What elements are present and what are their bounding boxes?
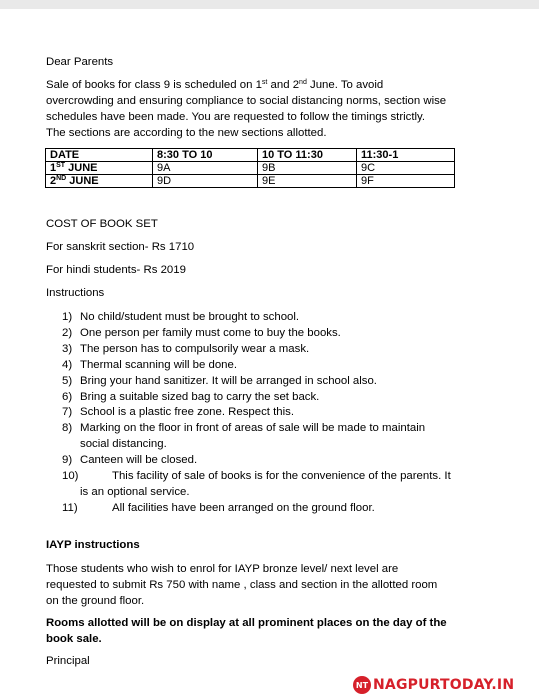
item-number: 9) [62, 454, 73, 467]
top-bar [0, 0, 539, 9]
cost-heading: COST OF BOOK SET [46, 218, 158, 230]
schedule-table [45, 148, 455, 188]
item-number: 11) [62, 501, 78, 514]
table-row [46, 162, 455, 175]
item-text-continued: is an optional service. [80, 485, 190, 498]
item-number: 7) [62, 406, 73, 419]
intro-line-3: schedules have been made. You are requested to follow the timings strictly. [46, 111, 426, 123]
iayp-heading: IAYP instructions [46, 539, 140, 551]
list-item [46, 469, 506, 501]
item-number: 5) [62, 374, 73, 387]
superscript: ND [56, 175, 67, 182]
rooms-line-2: book sale. [46, 633, 102, 645]
sanskrit-cost: For sanskrit section- Rs 1710 [46, 241, 195, 253]
superscript: ST [56, 162, 66, 169]
watermark-logo [353, 676, 514, 694]
list-item [46, 342, 506, 358]
superscript: nd [299, 79, 307, 86]
header-slot-3: 11:30-1 [357, 149, 455, 162]
list-item [46, 405, 506, 421]
header-date: DATE [46, 149, 153, 162]
item-text: Bring your hand sanitizer. It will be arranged in school also. [80, 374, 377, 387]
rooms-line-1: Rooms allotted will be on display at all prominent places on the day of the [46, 617, 447, 629]
item-number: 6) [62, 390, 73, 403]
item-text-continued: social distancing. [80, 438, 167, 451]
table-row [46, 175, 455, 188]
rooms-notice [46, 615, 447, 647]
date-month: JUNE [66, 175, 99, 187]
item-text: This facility of sale of books is for the convenience of the parents. It [112, 470, 451, 483]
iayp-line-3: on the ground floor. [46, 595, 145, 607]
date-number: 2 [50, 175, 57, 187]
item-text: One person per family must come to buy the books. [80, 326, 341, 339]
item-number: 2) [62, 326, 73, 339]
table-cell: 9B [258, 162, 357, 175]
row-date [46, 162, 153, 175]
list-item [46, 374, 506, 390]
item-text: Thermal scanning will be done. [80, 358, 238, 371]
list-item [46, 501, 506, 517]
intro-text: June. To avoid [306, 79, 384, 91]
salutation: Dear Parents [46, 56, 114, 68]
table-cell: 9C [357, 162, 455, 175]
table-cell: 9E [258, 175, 357, 188]
date-month: JUNE [65, 162, 98, 174]
watermark-text: NAGPURTODAY.IN [373, 677, 515, 693]
instructions-list [46, 310, 506, 517]
list-item [46, 390, 506, 406]
item-number: 10) [62, 470, 79, 483]
intro-line-4: The sections are according to the new sections allotted. [46, 127, 327, 139]
item-text: School is a plastic free zone. Respect this. [80, 406, 294, 419]
iayp-line-2: requested to submit Rs 750 with name , class and section in the allotted room [46, 579, 438, 591]
intro-line-2: overcrowding and ensuring compliance to social distancing norms, section wise [46, 95, 447, 107]
item-number: 3) [62, 342, 73, 355]
item-number: 8) [62, 422, 73, 435]
iayp-paragraph [46, 561, 437, 609]
superscript: st [261, 79, 268, 86]
iayp-line-1: Those students who wish to enrol for IAYP bronze level/ next level are [46, 563, 399, 575]
item-text: All facilities have been arranged on the ground floor. [112, 501, 375, 514]
header-slot-1: 8:30 TO 10 [153, 149, 258, 162]
header-slot-2: 10 TO 11:30 [258, 149, 357, 162]
intro-text: Sale of books for class 9 is scheduled on 1 [46, 79, 262, 91]
item-text: Marking on the floor in front of areas of sale will be made to maintain [80, 422, 426, 435]
item-text: Bring a suitable sized bag to carry the set back. [80, 390, 320, 403]
list-item [46, 453, 506, 469]
item-text: No child/student must be brought to school. [80, 311, 300, 323]
item-number: 4) [62, 358, 73, 371]
signature: Principal [46, 655, 90, 667]
intro-text: and 2 [267, 79, 300, 91]
item-text: Canteen will be closed. [80, 454, 198, 467]
table-cell: 9A [153, 162, 258, 175]
list-item [46, 358, 506, 374]
intro-line-1 [46, 77, 446, 93]
table-cell: 9F [357, 175, 455, 188]
instructions-heading: Instructions [46, 287, 105, 299]
item-text: The person has to compulsorily wear a mask. [80, 342, 310, 355]
row-date [46, 175, 153, 188]
intro-paragraph [46, 77, 446, 141]
hindi-cost: For hindi students- Rs 2019 [46, 264, 186, 276]
list-item [46, 421, 506, 453]
date-number: 1 [50, 162, 57, 174]
table-cell: 9D [153, 175, 258, 188]
table-header-row [46, 149, 455, 162]
list-item [46, 326, 506, 342]
list-item [46, 310, 506, 326]
nt-badge-icon: NT [353, 676, 371, 694]
item-number: 1) [62, 311, 73, 323]
